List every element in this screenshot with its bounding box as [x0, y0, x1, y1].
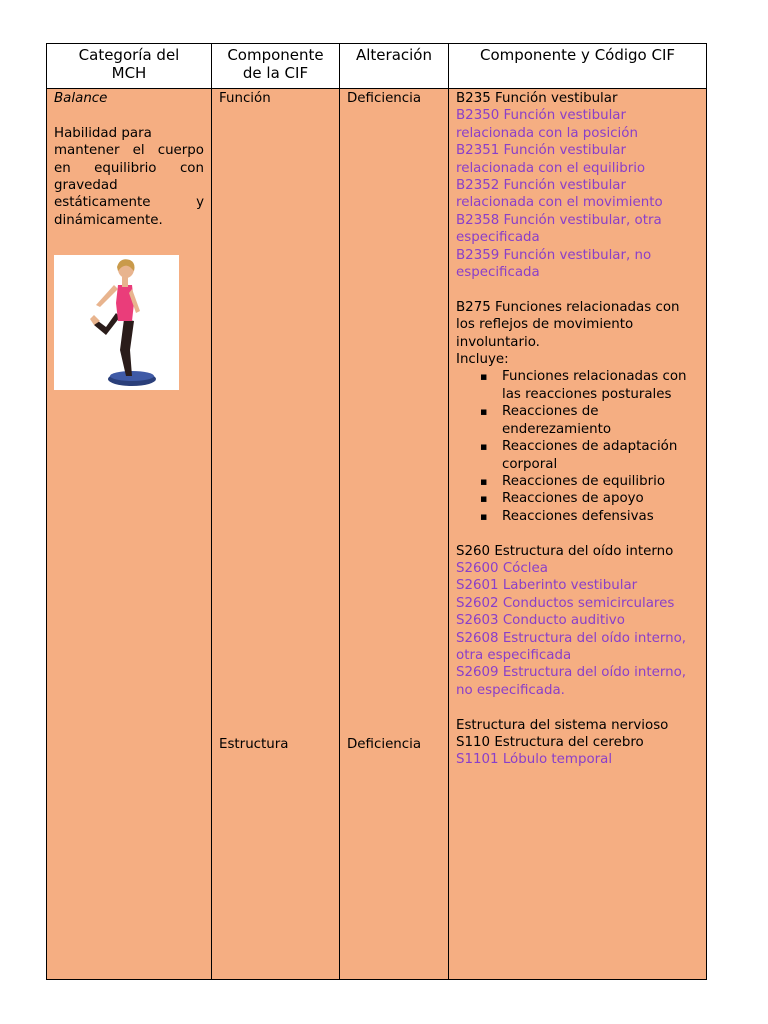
code-s2602: S2602 Conductos semicirculares [456, 595, 675, 611]
alteration-cell [340, 89, 449, 980]
header-cif-code: Componente y Código CIF [449, 44, 707, 89]
header-row [47, 44, 707, 89]
code-s260: S260 Estructura del oído interno [456, 543, 674, 559]
code-s2609: S2609 Estructura del oído interno, no especificada. [456, 665, 687, 698]
component-function: Función [219, 91, 271, 106]
header-category: Categoría del MCH [47, 44, 212, 89]
code-s1101: S1101 Lóbulo temporal [456, 752, 613, 768]
category-description: Habilidad para mantener el cuerpo en equilibrio con gravedad estáticamente y dinámicamente. [54, 125, 204, 228]
code-s2600: S2600 Cóclea [456, 560, 548, 576]
list-item: ▪ Funciones relacionadas con las reacciones posturales [502, 368, 699, 403]
body-row [47, 89, 707, 980]
woman-on-balance-disc-icon [54, 255, 179, 390]
header-alteration: Alteración [340, 44, 449, 89]
includes-list [456, 368, 699, 525]
includes-label: Incluye: [456, 352, 509, 368]
alteration-structure: Deficiencia [347, 737, 422, 752]
balance-exercise-photo [54, 255, 179, 390]
list-item: ▪ Reacciones de enderezamiento [502, 403, 699, 438]
cif-table [46, 43, 707, 980]
component-structure: Estructura [219, 737, 289, 752]
nervous-system-heading: Estructura del sistema nervioso [456, 717, 669, 733]
list-item: ▪ Reacciones de adaptación corporal [502, 438, 699, 473]
code-s2608: S2608 Estructura del oído interno, otra especificada [456, 630, 687, 663]
code-b2352: B2352 Función vestibular relacionada con el movimiento [456, 178, 663, 211]
list-item: ▪ Reacciones de apoyo [502, 490, 699, 507]
code-b2351: B2351 Función vestibular relacionada con el equilibrio [456, 143, 646, 176]
code-b235: B235 Función vestibular [456, 91, 618, 106]
code-s2601: S2601 Laberinto vestibular [456, 578, 638, 594]
cif-code-cell [449, 89, 707, 980]
code-b2350: B2350 Función vestibular relacionada con la posición [456, 108, 638, 141]
component-cell [212, 89, 340, 980]
code-b2359: B2359 Función vestibular, no especificada [456, 247, 652, 281]
category-title: Balance [54, 91, 108, 106]
list-item: ▪ Reacciones defensivas [502, 508, 699, 525]
code-b275: B275 Funciones relacionadas con los reflejos de movimiento involuntario. [456, 299, 680, 350]
list-item: ▪ Reacciones de equilibrio [502, 473, 699, 490]
category-cell [47, 89, 212, 980]
header-component: Componente de la CIF [212, 44, 340, 89]
code-s2603: S2603 Conducto auditivo [456, 613, 625, 629]
code-b2358: B2358 Función vestibular, otra especificada [456, 212, 662, 246]
alteration-function: Deficiencia [347, 91, 422, 106]
code-s110: S110 Estructura del cerebro [456, 734, 644, 750]
